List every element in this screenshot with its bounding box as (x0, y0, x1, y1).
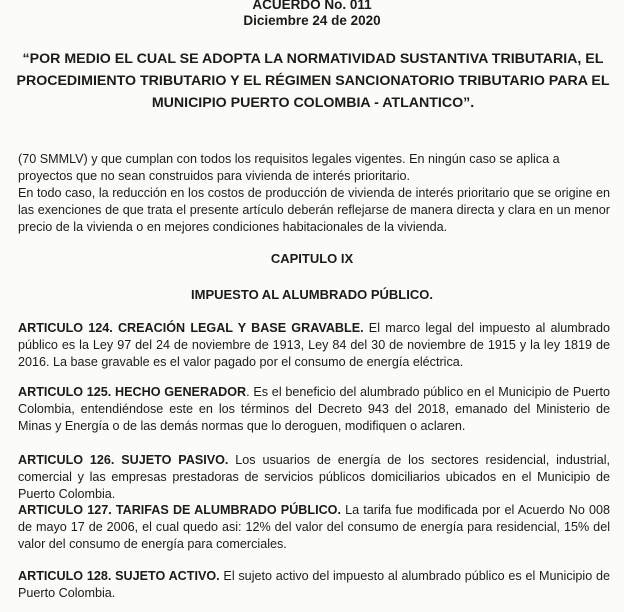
article-125 (18, 384, 610, 435)
agreement-date: Diciembre 24 de 2020 (243, 13, 381, 28)
paragraph-2: En todo caso, la reducción en los costos de producción de vivienda de interés prioritario que se origine en las exenciones de que trata el presente artículo deberán reflejarse de manera directa y clara en un menor precio de la vivienda o en mejores condiciones habitacionales de la vivienda. (18, 186, 610, 234)
article-text: El marco legal del impuesto al alumbrado público es la Ley 97 del 24 de noviembre de 1913, Ley 84 del 30 de noviembre de 1915 y la ley 1819 de 2016. La base gravable es el valor pagado por el consumo de energía eléctrica. (18, 321, 610, 369)
agreement-number: ACUERDO No. 011 (252, 0, 372, 12)
article-text: . Es el beneficio del alumbrado público en el Municipio de Puerto Colombia, entendiéndose este en los términos del Decreto 943 del 2018, emanado del Ministerio de Minas y Energía o de las demás normas que lo deroguen, modifiquen o aclaren. (18, 385, 610, 433)
chapter-title: IMPUESTO AL ALUMBRADO PÚBLICO. (191, 287, 433, 302)
article-128 (18, 568, 610, 602)
article-heading: ARTICULO 128. SUJETO ACTIVO. (18, 569, 220, 583)
chapter-heading: CAPITULO IX (270, 251, 354, 266)
article-heading: ARTICULO 124. CREACIÓN LEGAL Y BASE GRAVABLE. (18, 321, 364, 335)
article-124 (18, 320, 610, 371)
article-heading: ARTICULO 126. SUJETO PASIVO. (18, 453, 229, 467)
article-text: La tarifa fue modificada por el Acuerdo No 008 de mayo 17 de 2006, el cual quedo asi: 12% del valor del consumo de energía para residencial, 15% del valor del consumo de energía para comerciales. (18, 503, 611, 551)
article-text: Los usuarios de energía de los sectores residencial, industrial, comercial y las empresas prestadoras de servicios públicos domiciliarios ubicados en el Municipio de Puerto Colombia. (18, 453, 610, 501)
article-text: El sujeto activo del impuesto al alumbrado público es el Municipio de Puerto Colombia. (18, 569, 611, 600)
paragraph-1: (70 SMMLV) y que cumplan con todos los requisitos legales vigentes. En ningún caso se aplica a proyectos que no sean construidos para vivienda de interés prioritario. (18, 152, 560, 183)
article-126 (18, 452, 610, 503)
article-127 (18, 502, 610, 553)
document-title: “POR MEDIO EL CUAL SE ADOPTA LA NORMATIVIDAD SUSTANTIVA TRIBUTARIA, EL PROCEDIMIENTO TRIBUTARIO Y EL RÉGIMEN SANCIONATORIO TRIBUTARIO PARA EL MUNICIPIO PUERTO COLOMBIA - ATLANTICO”. (16, 51, 610, 111)
article-heading: ARTICULO 127. TARIFAS DE ALUMBRADO PÚBLICO. (18, 503, 341, 517)
article-heading: ARTICULO 125. HECHO GENERADOR (18, 385, 247, 399)
